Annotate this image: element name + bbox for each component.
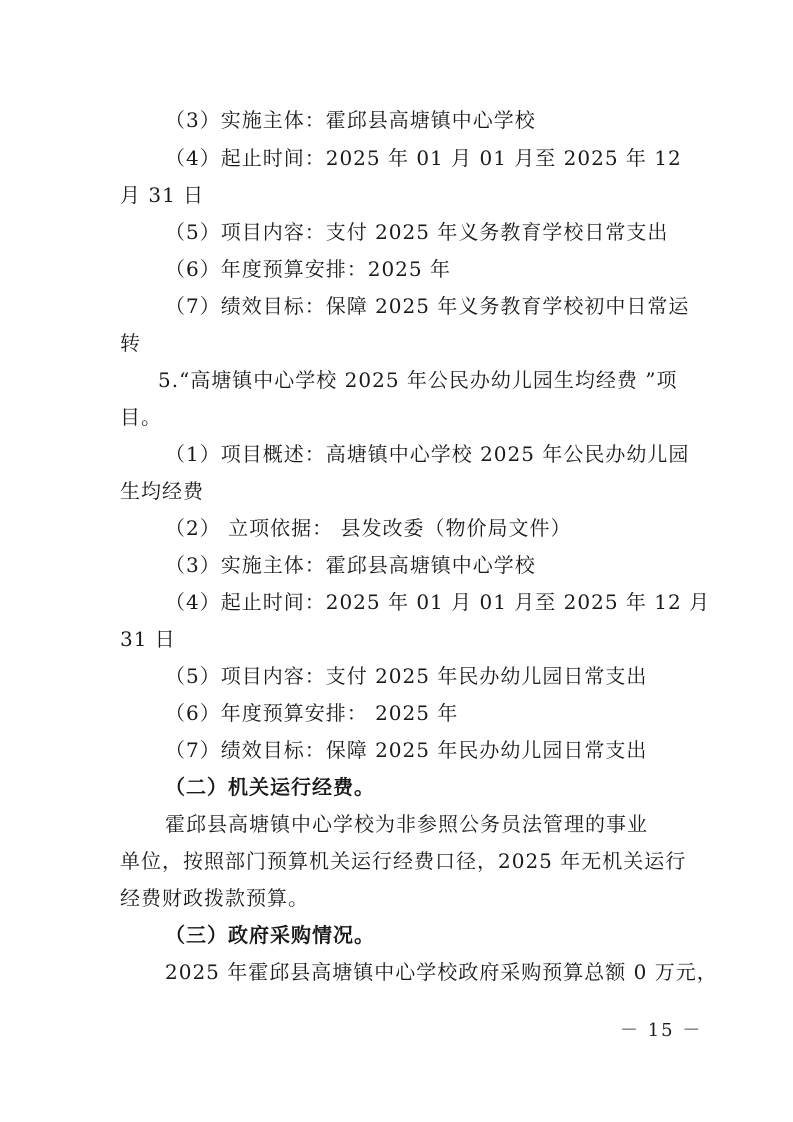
page-number: － 15 －: [620, 1020, 703, 1041]
text-line: （5）项目内容：支付 2025 年民办幼儿园日常支出: [165, 664, 648, 688]
section-heading: （二）机关运行经费。: [165, 775, 375, 799]
text-line: （5）项目内容：支付 2025 年义务教育学校日常支出: [165, 220, 669, 244]
text-line: （6）年度预算安排： 2025 年: [165, 701, 459, 725]
text-line: （1）项目概述：高塘镇中心学校 2025 年公民办幼儿园: [165, 442, 690, 466]
text-line: 31 日: [120, 627, 176, 651]
paragraph-line: 霍邱县高塘镇中心学校为非参照公务员法管理的事业: [165, 812, 648, 836]
text-line: 转: [120, 331, 141, 355]
text-line: （3）实施主体：霍邱县高塘镇中心学校: [165, 553, 536, 577]
paragraph-line: 单位，按照部门预算机关运行经费口径，2025 年无机关运行: [120, 849, 687, 873]
text-line: （7）绩效目标：保障 2025 年民办幼儿园日常支出: [165, 738, 648, 762]
text-line: 目。: [120, 405, 162, 429]
text-line: 月 31 日: [120, 183, 205, 207]
section-heading: （三）政府采购情况。: [165, 923, 375, 947]
text-line: （4）起止时间：2025 年 01 月 01 月至 2025 年 12: [165, 146, 682, 170]
section-heading: 5.“高塘镇中心学校 2025 年公民办幼儿园生均经费 ”项: [158, 368, 678, 392]
text-line: 生均经费: [120, 479, 204, 503]
text-line: （6）年度预算安排：2025 年: [165, 257, 451, 281]
text-line: （2） 立项依据： 县发改委（物价局文件）: [165, 516, 572, 540]
paragraph-line: 2025 年霍邱县高塘镇中心学校政府采购预算总额 0 万元，: [165, 960, 718, 984]
text-line: （3）实施主体：霍邱县高塘镇中心学校: [165, 108, 536, 132]
text-line: （7）绩效目标：保障 2025 年义务教育学校初中日常运: [165, 294, 690, 318]
paragraph-line: 经费财政拨款预算。: [120, 886, 309, 910]
text-line: （4）起止时间：2025 年 01 月 01 月至 2025 年 12 月: [165, 590, 711, 614]
